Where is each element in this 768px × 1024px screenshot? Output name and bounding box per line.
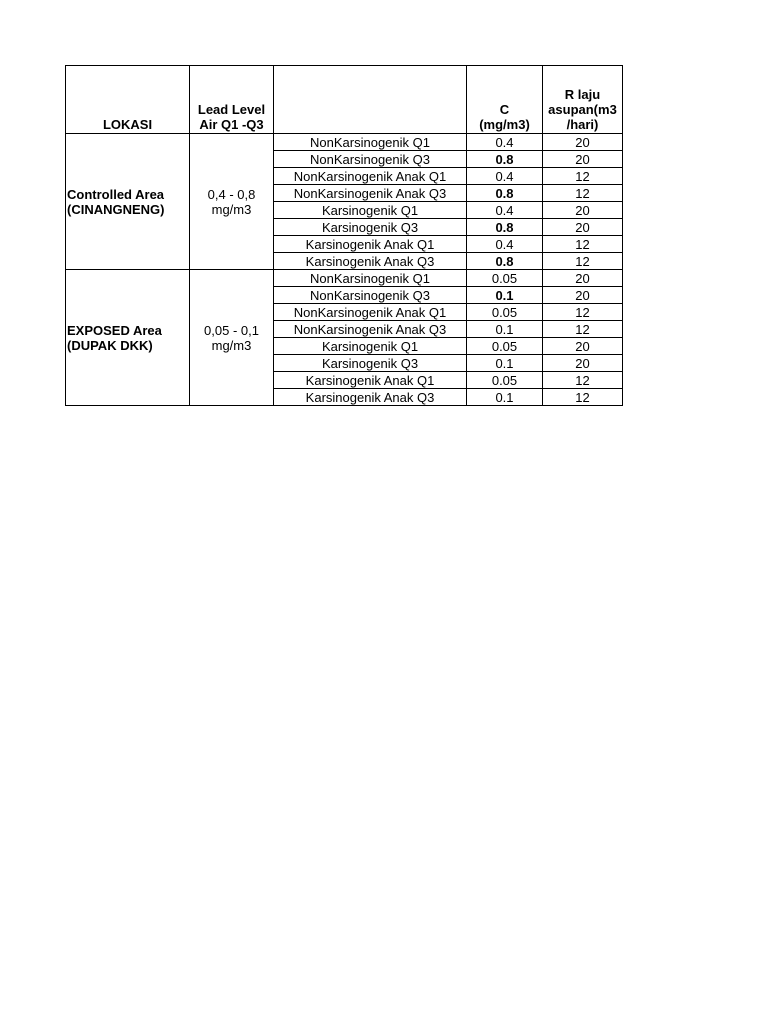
r-value-cell: 12 — [543, 236, 623, 253]
table-body — [66, 134, 623, 406]
r-value-cell: 20 — [543, 287, 623, 304]
scenario-cell: Karsinogenik Anak Q1 — [274, 372, 467, 389]
header-r: R laju asupan(m3 /hari) — [543, 66, 623, 134]
c-value-cell: 0.1 — [467, 321, 543, 338]
location-cell — [66, 270, 190, 406]
scenario-cell: Karsinogenik Anak Q3 — [274, 253, 467, 270]
c-value-cell: 0.8 — [467, 185, 543, 202]
scenario-cell: Karsinogenik Anak Q3 — [274, 389, 467, 406]
header-lead-level: Lead Level Air Q1 -Q3 — [190, 66, 274, 134]
r-value-cell: 20 — [543, 134, 623, 151]
scenario-cell: NonKarsinogenik Anak Q3 — [274, 321, 467, 338]
r-value-cell: 12 — [543, 304, 623, 321]
header-row — [66, 66, 623, 134]
scenario-cell: Karsinogenik Q3 — [274, 355, 467, 372]
scenario-cell: Karsinogenik Anak Q1 — [274, 236, 467, 253]
r-value-cell: 12 — [543, 185, 623, 202]
lead-level-value: 0,05 - 0,1 mg/m3 — [204, 322, 259, 353]
r-value-cell: 20 — [543, 355, 623, 372]
c-value-cell: 0.05 — [467, 270, 543, 287]
c-value-cell: 0.8 — [467, 151, 543, 168]
r-value-cell: 12 — [543, 321, 623, 338]
location-label: Controlled Area (CINANGNENG) — [67, 186, 165, 217]
c-value-cell: 0.8 — [467, 219, 543, 236]
c-value-cell: 0.05 — [467, 304, 543, 321]
table-row — [66, 270, 623, 287]
c-value-cell: 0.05 — [467, 338, 543, 355]
lead-level-cell — [190, 134, 274, 270]
r-value-cell: 12 — [543, 372, 623, 389]
scenario-cell: NonKarsinogenik Anak Q3 — [274, 185, 467, 202]
c-value-cell: 0.1 — [467, 389, 543, 406]
c-value-cell: 0.4 — [467, 236, 543, 253]
c-value-cell: 0.8 — [467, 253, 543, 270]
table-row — [66, 134, 623, 151]
c-value-cell: 0.4 — [467, 202, 543, 219]
scenario-cell: NonKarsinogenik Q1 — [274, 270, 467, 287]
r-value-cell: 12 — [543, 389, 623, 406]
scenario-cell: Karsinogenik Q3 — [274, 219, 467, 236]
header-lokasi: LOKASI — [66, 66, 190, 134]
c-value-cell: 0.1 — [467, 355, 543, 372]
scenario-cell: NonKarsinogenik Q3 — [274, 287, 467, 304]
scenario-cell: Karsinogenik Q1 — [274, 202, 467, 219]
scenario-cell: Karsinogenik Q1 — [274, 338, 467, 355]
scenario-cell: NonKarsinogenik Anak Q1 — [274, 168, 467, 185]
c-value-cell: 0.4 — [467, 168, 543, 185]
lead-level-value: 0,4 - 0,8 mg/m3 — [207, 186, 256, 217]
c-value-cell: 0.1 — [467, 287, 543, 304]
scenario-cell: NonKarsinogenik Q1 — [274, 134, 467, 151]
data-table — [65, 65, 623, 406]
header-c: C (mg/m3) — [467, 66, 543, 134]
location-label: EXPOSED Area (DUPAK DKK) — [67, 322, 162, 353]
scenario-cell: NonKarsinogenik Q3 — [274, 151, 467, 168]
r-value-cell: 20 — [543, 219, 623, 236]
lead-level-cell — [190, 270, 274, 406]
c-value-cell: 0.05 — [467, 372, 543, 389]
r-value-cell: 12 — [543, 253, 623, 270]
r-value-cell: 12 — [543, 168, 623, 185]
header-scenario — [274, 66, 467, 134]
r-value-cell: 20 — [543, 338, 623, 355]
r-value-cell: 20 — [543, 202, 623, 219]
c-value-cell: 0.4 — [467, 134, 543, 151]
r-value-cell: 20 — [543, 270, 623, 287]
location-cell — [66, 134, 190, 270]
r-value-cell: 20 — [543, 151, 623, 168]
scenario-cell: NonKarsinogenik Anak Q1 — [274, 304, 467, 321]
